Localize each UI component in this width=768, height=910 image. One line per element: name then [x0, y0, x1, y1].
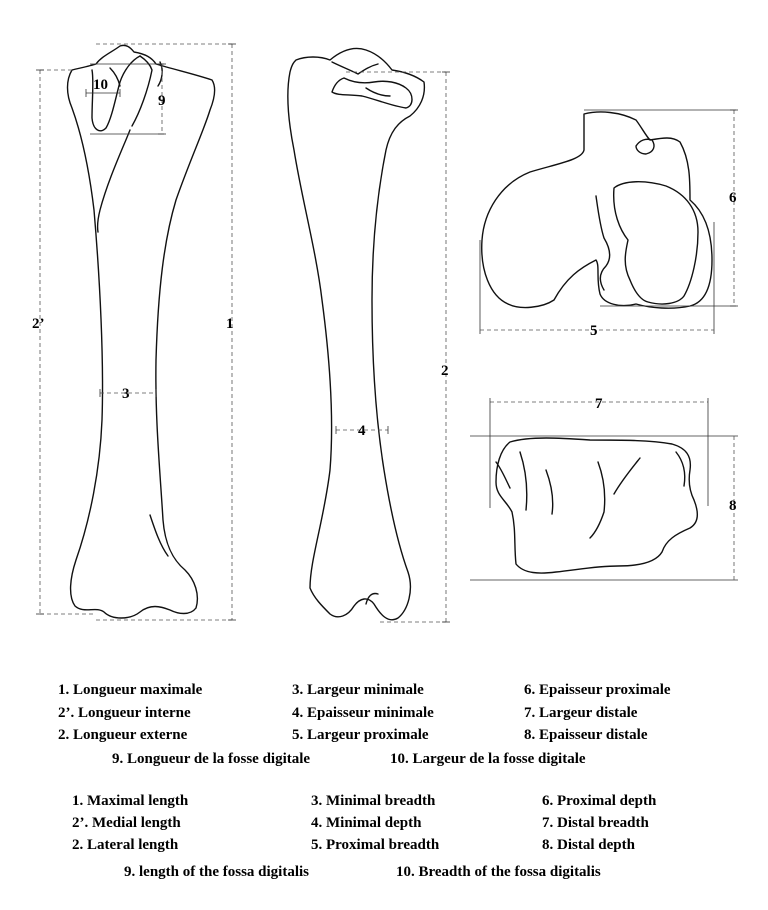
bone-distal-view — [496, 438, 697, 573]
legend-fr-item: 7. Largeur distale — [524, 705, 638, 721]
legend-en-item: 3. Minimal breadth — [311, 793, 436, 809]
legend-fr-item: 5. Largeur proximale — [292, 727, 429, 743]
label-3: 3 — [122, 386, 130, 402]
label-6: 6 — [729, 190, 737, 206]
label-1: 1 — [226, 316, 234, 332]
label-10: 10 — [93, 77, 108, 93]
legend-fr-item: 8. Epaisseur distale — [524, 727, 648, 743]
measure-lines — [36, 44, 738, 622]
legend-en-item: 5. Proximal breadth — [311, 837, 440, 853]
label-7: 7 — [595, 396, 603, 412]
label-9: 9 — [158, 93, 166, 109]
legend-fr-item: 3. Largeur minimale — [292, 682, 424, 698]
legend-fr-item: 1. Longueur maximale — [58, 682, 203, 698]
bone-lateral-view — [288, 48, 424, 619]
label-4: 4 — [358, 423, 366, 439]
legend-en-item: 9. length of the fossa digitalis — [124, 864, 310, 880]
legend-fr-item: 2. Longueur externe — [58, 727, 188, 743]
label-5: 5 — [590, 323, 598, 339]
legend-en-item: 8. Distal depth — [542, 837, 635, 853]
legend-en-item: 2’. Medial length — [72, 815, 181, 831]
bone-proximal-view — [482, 112, 712, 308]
label-2: 2 — [441, 363, 449, 379]
legend-en-item: 10. Breadth of the fossa digitalis — [396, 864, 601, 880]
bone-cranial-view — [68, 45, 215, 618]
legend-en-item: 2. Lateral length — [72, 837, 179, 853]
legend-en-item: 7. Distal breadth — [542, 815, 649, 831]
label-2-prime: 2’ — [32, 316, 45, 332]
legend-en-item: 6. Proximal depth — [542, 793, 657, 809]
legend-fr-item: 4. Epaisseur minimale — [292, 705, 434, 721]
legend-en-item: 1. Maximal length — [72, 793, 189, 809]
label-8: 8 — [729, 498, 737, 514]
legend-fr-item: 6. Epaisseur proximale — [524, 682, 671, 698]
legend-fr-item: 2’. Longueur interne — [58, 705, 191, 721]
legend-fr-item: 10. Largeur de la fosse digitale — [390, 751, 586, 767]
legend-fr-item: 9. Longueur de la fosse digitale — [112, 751, 311, 767]
legend-en-item: 4. Minimal depth — [311, 815, 422, 831]
